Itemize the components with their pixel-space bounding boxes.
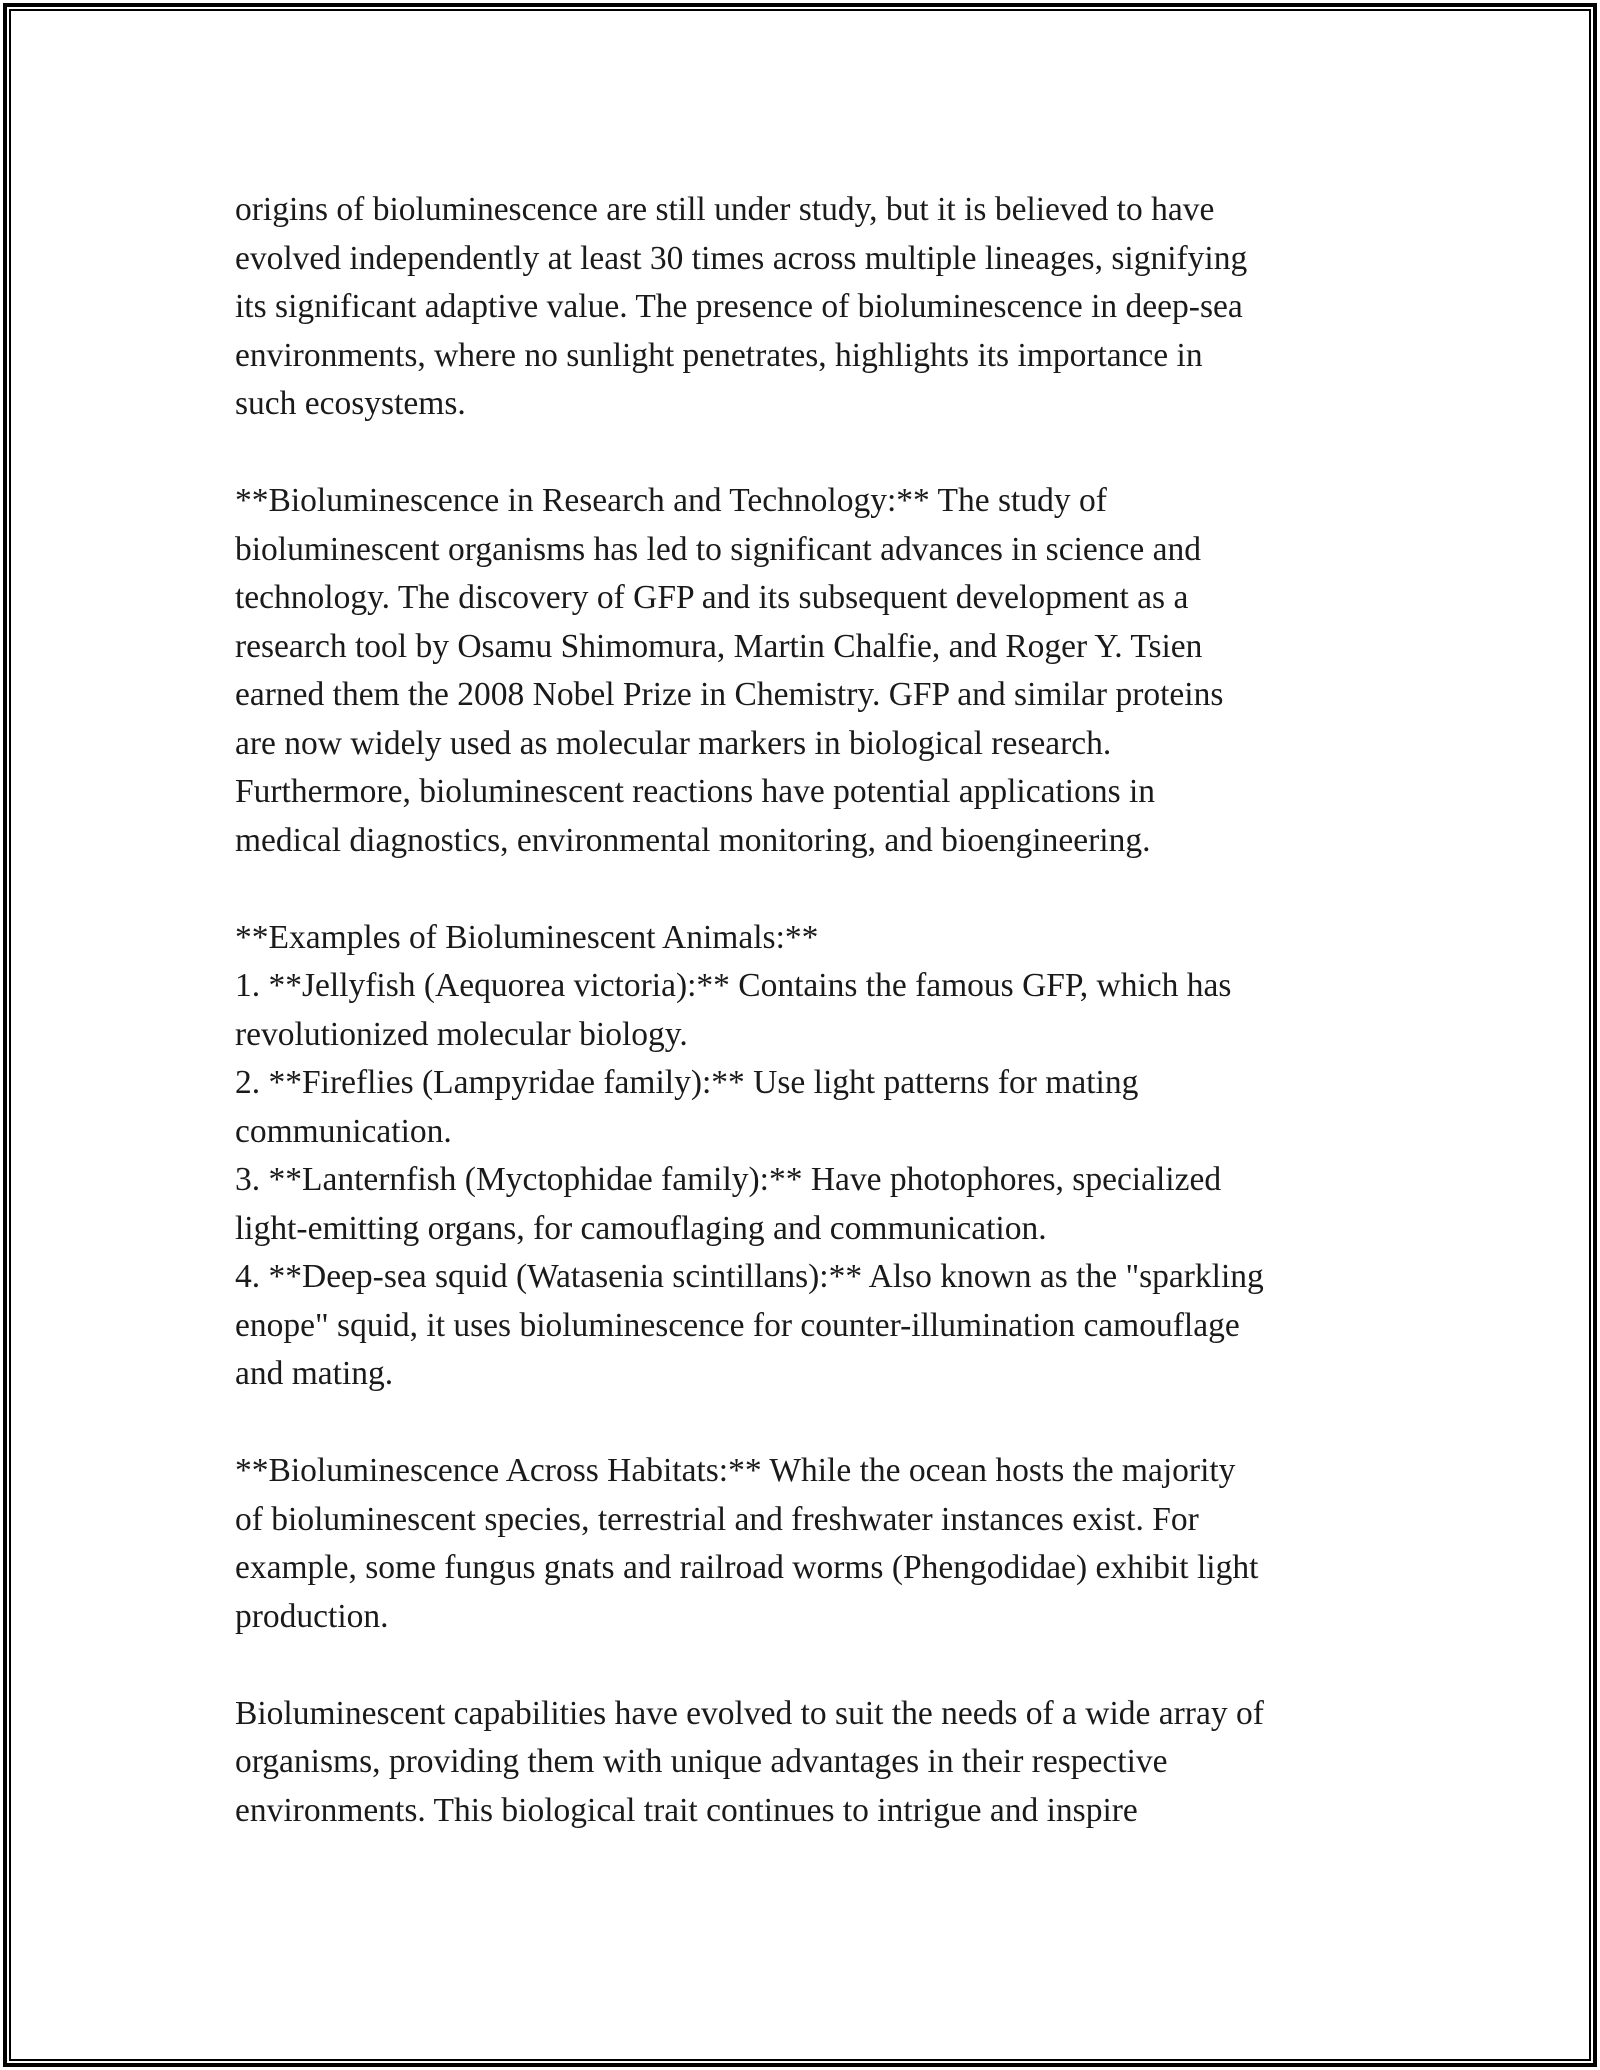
text-line: Bioluminescent capabilities have evolved to suit the needs of a wide array of [235, 1694, 1264, 1732]
text-line: communication. [235, 1112, 452, 1150]
text-line: 4. **Deep-sea squid (Watasenia scintillans):** Also known as the "sparkling [235, 1258, 1264, 1295]
text-line: medical diagnostics, environmental monitoring, and bioengineering. [235, 821, 1151, 859]
text-line: are now widely used as molecular markers in biological research. [235, 724, 1112, 762]
text-line: environments, where no sunlight penetrates, highlights its importance in [235, 336, 1203, 374]
text-line: of bioluminescent species, terrestrial and freshwater instances exist. For [235, 1500, 1199, 1538]
text-line: light-emitting organs, for camouflaging and communication. [235, 1209, 1047, 1247]
paragraph-examples [235, 914, 1375, 1399]
text-line: 2. **Fireflies (Lampyridae family):** Use light patterns for mating [235, 1064, 1139, 1101]
text-line: **Bioluminescence Across Habitats:** While the ocean hosts the majority [235, 1452, 1236, 1489]
text-line: 1. **Jellyfish (Aequorea victoria):** Contains the famous GFP, which has [235, 967, 1232, 1004]
text-line: environments. This biological trait continues to intrigue and inspire [235, 1791, 1138, 1829]
text-line: origins of bioluminescence are still under study, but it is believed to have [235, 191, 1215, 228]
paragraph-conclusion [235, 1690, 1375, 1836]
text-line: its significant adaptive value. The presence of bioluminescence in deep-sea [235, 288, 1243, 325]
paragraph-research-technology [235, 477, 1375, 865]
text-line: revolutionized molecular biology. [235, 1015, 688, 1053]
text-line: Furthermore, bioluminescent reactions have potential applications in [235, 773, 1156, 810]
text-line: **Examples of Bioluminescent Animals:** [235, 918, 819, 956]
text-line: 3. **Lanternfish (Myctophidae family):** Have photophores, specialized [235, 1161, 1222, 1198]
text-line: organisms, providing them with unique advantages in their respective [235, 1743, 1168, 1780]
text-line: **Bioluminescence in Research and Technology:** The study of [235, 482, 1107, 519]
paragraph-habitats [235, 1447, 1375, 1641]
text-line: example, some fungus gnats and railroad worms (Phengodidae) exhibit light [235, 1549, 1259, 1586]
document-body [235, 186, 1375, 1835]
text-line: and mating. [235, 1355, 394, 1392]
text-line: technology. The discovery of GFP and its subsequent development as a [235, 579, 1189, 616]
text-line: production. [235, 1597, 389, 1635]
text-line: such ecosystems. [235, 385, 466, 422]
text-line: enope" squid, it uses bioluminescence for counter-illumination camouflage [235, 1306, 1240, 1344]
text-line: bioluminescent organisms has led to significant advances in science and [235, 530, 1201, 568]
paragraph-origins [235, 186, 1375, 429]
text-line: evolved independently at least 30 times across multiple lineages, signifying [235, 239, 1248, 277]
text-line: research tool by Osamu Shimomura, Martin Chalfie, and Roger Y. Tsien [235, 627, 1203, 665]
text-line: earned them the 2008 Nobel Prize in Chemistry. GFP and similar proteins [235, 676, 1224, 713]
